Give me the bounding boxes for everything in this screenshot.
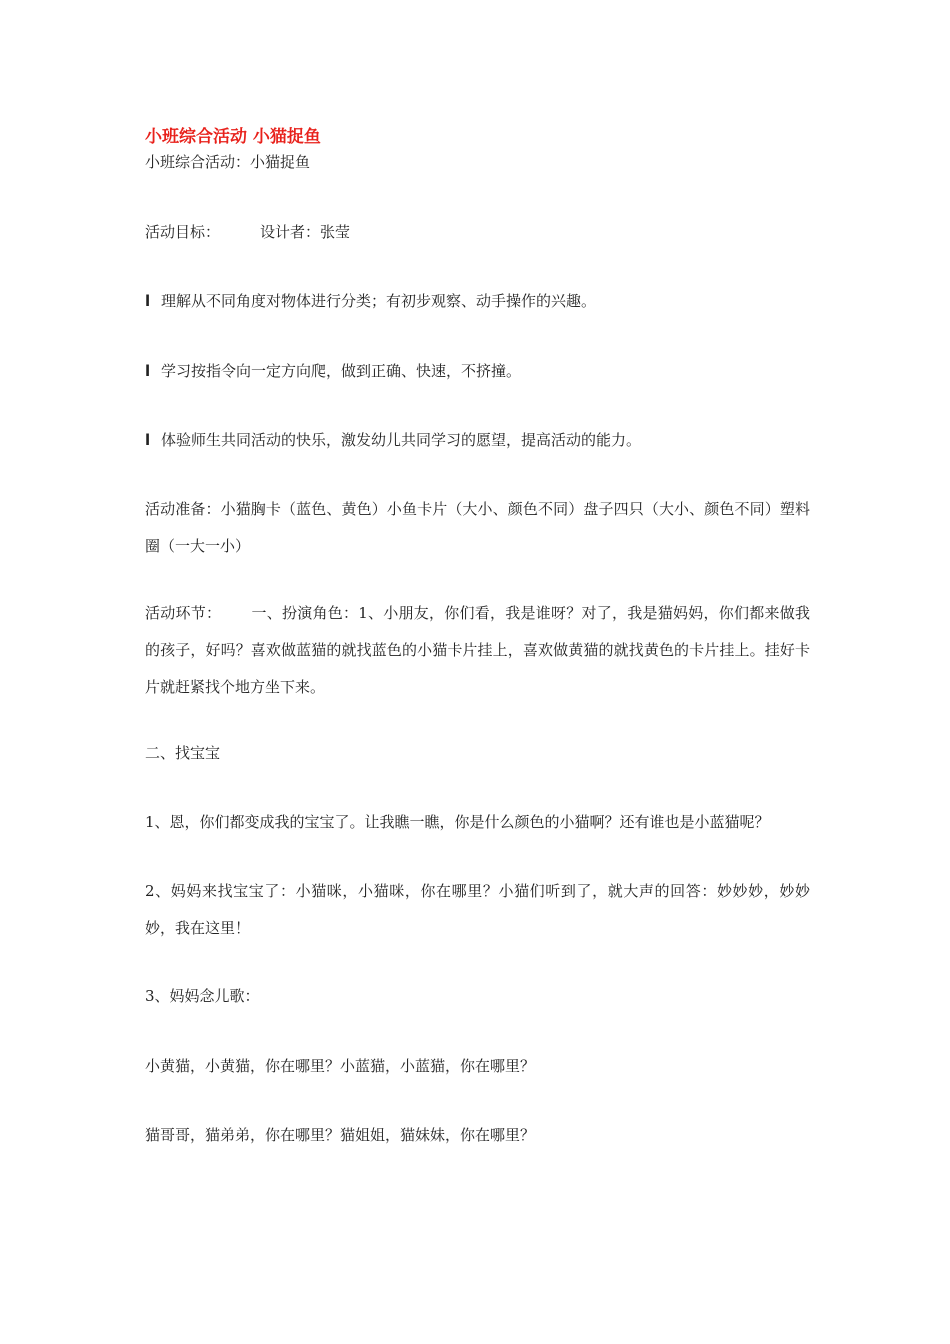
designer-credit: 设计者：张莹	[260, 223, 351, 241]
goal-text: 体验师生共同活动的快乐，激发幼儿共同学习的愿望，提高活动的能力。	[161, 431, 642, 449]
step1-text: 一、扮演角色：1、小朋友，你们看，我是谁呀？对了，我是猫妈妈，你们都来做我的孩子，好吗？喜欢做蓝猫的就找蓝色的小猫卡片挂上，喜欢做黄猫的就找黄色的卡片挂上。挂好卡片就赶紧找个地方坐下来。	[145, 604, 810, 696]
goal-text: 理解从不同角度对物体进行分类；有初步观察、动手操作的兴趣。	[161, 292, 597, 310]
step2-heading: 二、找宝宝	[145, 744, 221, 762]
goals-label: 活动目标：	[145, 223, 221, 241]
bullet-icon: l	[145, 362, 151, 380]
goal-text: 学习按指令向一定方向爬，做到正确、快速，不挤撞。	[161, 362, 522, 380]
document-subtitle: 小班综合活动：小猫捉鱼	[145, 153, 311, 171]
goal-item	[145, 361, 810, 381]
preparation-paragraph: 活动准备：小猫胸卡（蓝色、黄色）小鱼卡片（大小、颜色不同）盘子四只（大小、颜色不同）塑料圈（一大一小）	[145, 500, 810, 555]
step2-item: 3、妈妈念儿歌：	[145, 987, 260, 1005]
bullet-icon: l	[145, 292, 151, 310]
goals-header-line	[145, 222, 810, 242]
goal-item	[145, 291, 810, 311]
rhyme-line: 小黄猫，小黄猫，你在哪里？小蓝猫，小蓝猫，你在哪里？	[145, 1057, 536, 1075]
step2-item: 2、妈妈来找宝宝了：小猫咪，小猫咪，你在哪里？小猫们听到了，就大声的回答：妙妙妙，妙妙妙，我在这里！	[145, 882, 810, 937]
document-title: 小班综合活动 小猫捉鱼	[145, 127, 321, 147]
bullet-icon: l	[145, 431, 151, 449]
steps-label: 活动环节：	[145, 604, 222, 622]
steps-paragraph	[145, 595, 810, 706]
step2-item: 1、恩，你们都变成我的宝宝了。让我瞧一瞧，你是什么颜色的小猫啊？还有谁也是小蓝猫呢？	[145, 813, 770, 831]
goal-item	[145, 430, 810, 450]
rhyme-line: 猫哥哥，猫弟弟，你在哪里？猫姐姐，猫妹妹，你在哪里？	[145, 1126, 536, 1144]
